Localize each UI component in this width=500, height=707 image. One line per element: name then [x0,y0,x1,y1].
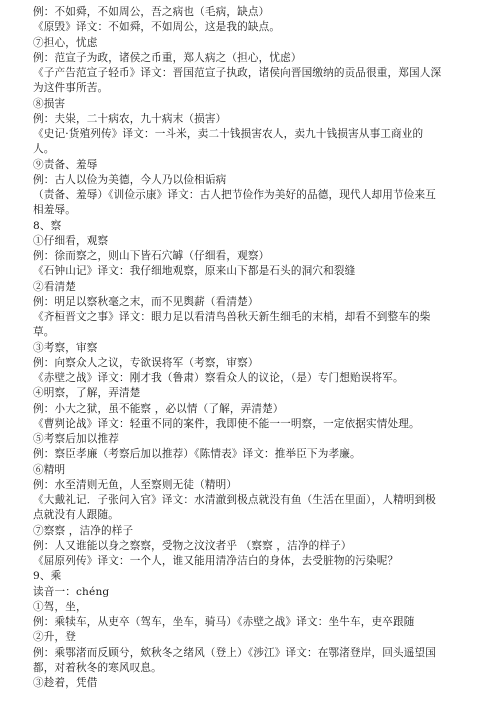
meaning-heading: ⑥精明 [33,463,66,476]
translation-line: 《赤壁之战》译文：刚才我（鲁肃）察看众人的议论，（是）专门想贻误将军。 [33,372,404,384]
example-line: 例：人又谁能以身之察察，受物之汶汶者乎 （察察 ，洁净的样子） [33,539,352,552]
example-line: 例：不如舜，不如周公，吾之病也（毛病，缺点） [33,6,270,18]
translation-line: （责备、羞辱）《训俭示康》译文：古人把节俭作为美好的品德，现代人却用节俭来互相羞辱。 [33,189,436,217]
translation-line: 《史记·货殖列传》译文：一斗米，卖二十钱损害农人，卖九十钱损害从事工商业的人。 [33,128,424,156]
translation-line: 《屈原列传》译文：一个人，谁又能用清净洁白的身体，去受脏物的污染呢？ [33,555,399,567]
pronunciation-line: 读音一：chéng [33,585,110,598]
translation-line: 《石钟山记》译文：我仔细地观察，原来山下都是石头的洞穴和裂缝 [33,265,356,278]
example-line: 例：乘犊车，从吏卒（驾车，坐车，骑马）《赤壁之战》译文：坐牛车，吏卒跟随 [33,616,415,628]
example-line: 例：古人以俭为美德，今人乃以俭相诟病 [33,173,227,186]
meaning-heading: ③考察，审察 [33,341,98,354]
example-line: 例：乘鄂渚而反顾兮，欸秋冬之绪风（登上）《涉江》译文：在鄂渚登岸，回头遥望国都，对着秋冬的寒风叹息。 [33,646,436,674]
example-line: 例：水至清则无鱼，人至察则无徒（精明） [33,478,238,491]
meaning-heading: ⑨责备、羞辱 [33,158,98,171]
example-line: 例：夫粜，二十病农，九十病末（损害） [33,112,227,125]
meaning-heading: ④明察，了解，弄清楚 [33,387,141,400]
meaning-heading: ①驾，坐， [33,600,87,613]
meaning-heading: ②看清楚 [33,280,76,293]
translation-line: 《子产告范宣子轻币》译文：晋国范宣子执政，诸侯向晋国缴纳的贡品很重，郑国人深为这件事所苦。 [33,67,442,95]
meaning-heading: ③趁着，凭借 [33,677,98,689]
example-line: 例：察臣孝廉（考察后加以推荐）《陈情表》译文：推举臣下为孝廉。 [33,448,361,461]
meaning-heading: ⑤考察后加以推荐 [33,433,119,445]
translation-line: 《大戴礼记．子张问入官》译文：水清澈到极点就没有鱼（生活在里面），人精明到极点就没有人跟随。 [33,494,436,522]
translation-line: 《曹刿论战》译文：轻重不同的案件，我即使不能一一明察，一定依据实情处理。 [33,417,420,430]
section-heading: 8、察 [33,219,62,232]
example-line: 例：小大之狱，虽不能察 ，必以情（了解，弄清楚） [33,402,284,415]
translation-line: 《齐桓晋文之事》译文：眼力足以看清鸟兽秋天新生细毛的末梢，却看不到整车的柴草。 [33,311,431,339]
meaning-heading: ⑦担心，忧虑 [33,36,98,49]
meaning-heading: ⑧损害 [33,97,66,110]
example-line: 例：徐而察之，则山下皆石穴罅（仔细看，观察） [33,250,270,262]
section-heading: 9、乘 [33,570,62,583]
example-line: 例：范宣子为政，诸侯之币重，郑人病之（担心，忧虑） [33,51,302,64]
example-line: 例：向察众人之议，专欲误将军（考察，审察） [33,356,259,369]
translation-line: 《原毁》译文：不如舜，不如周公，这是我的缺点。 [33,21,281,34]
meaning-heading: ⑦察察 ，洁净的样子 [33,524,134,537]
meaning-heading: ②升，登 [33,631,76,644]
example-line: 例：明足以察秋毫之末，而不见舆薪（看清楚） [33,295,259,308]
meaning-heading: ①仔细看，观察 [33,234,109,247]
